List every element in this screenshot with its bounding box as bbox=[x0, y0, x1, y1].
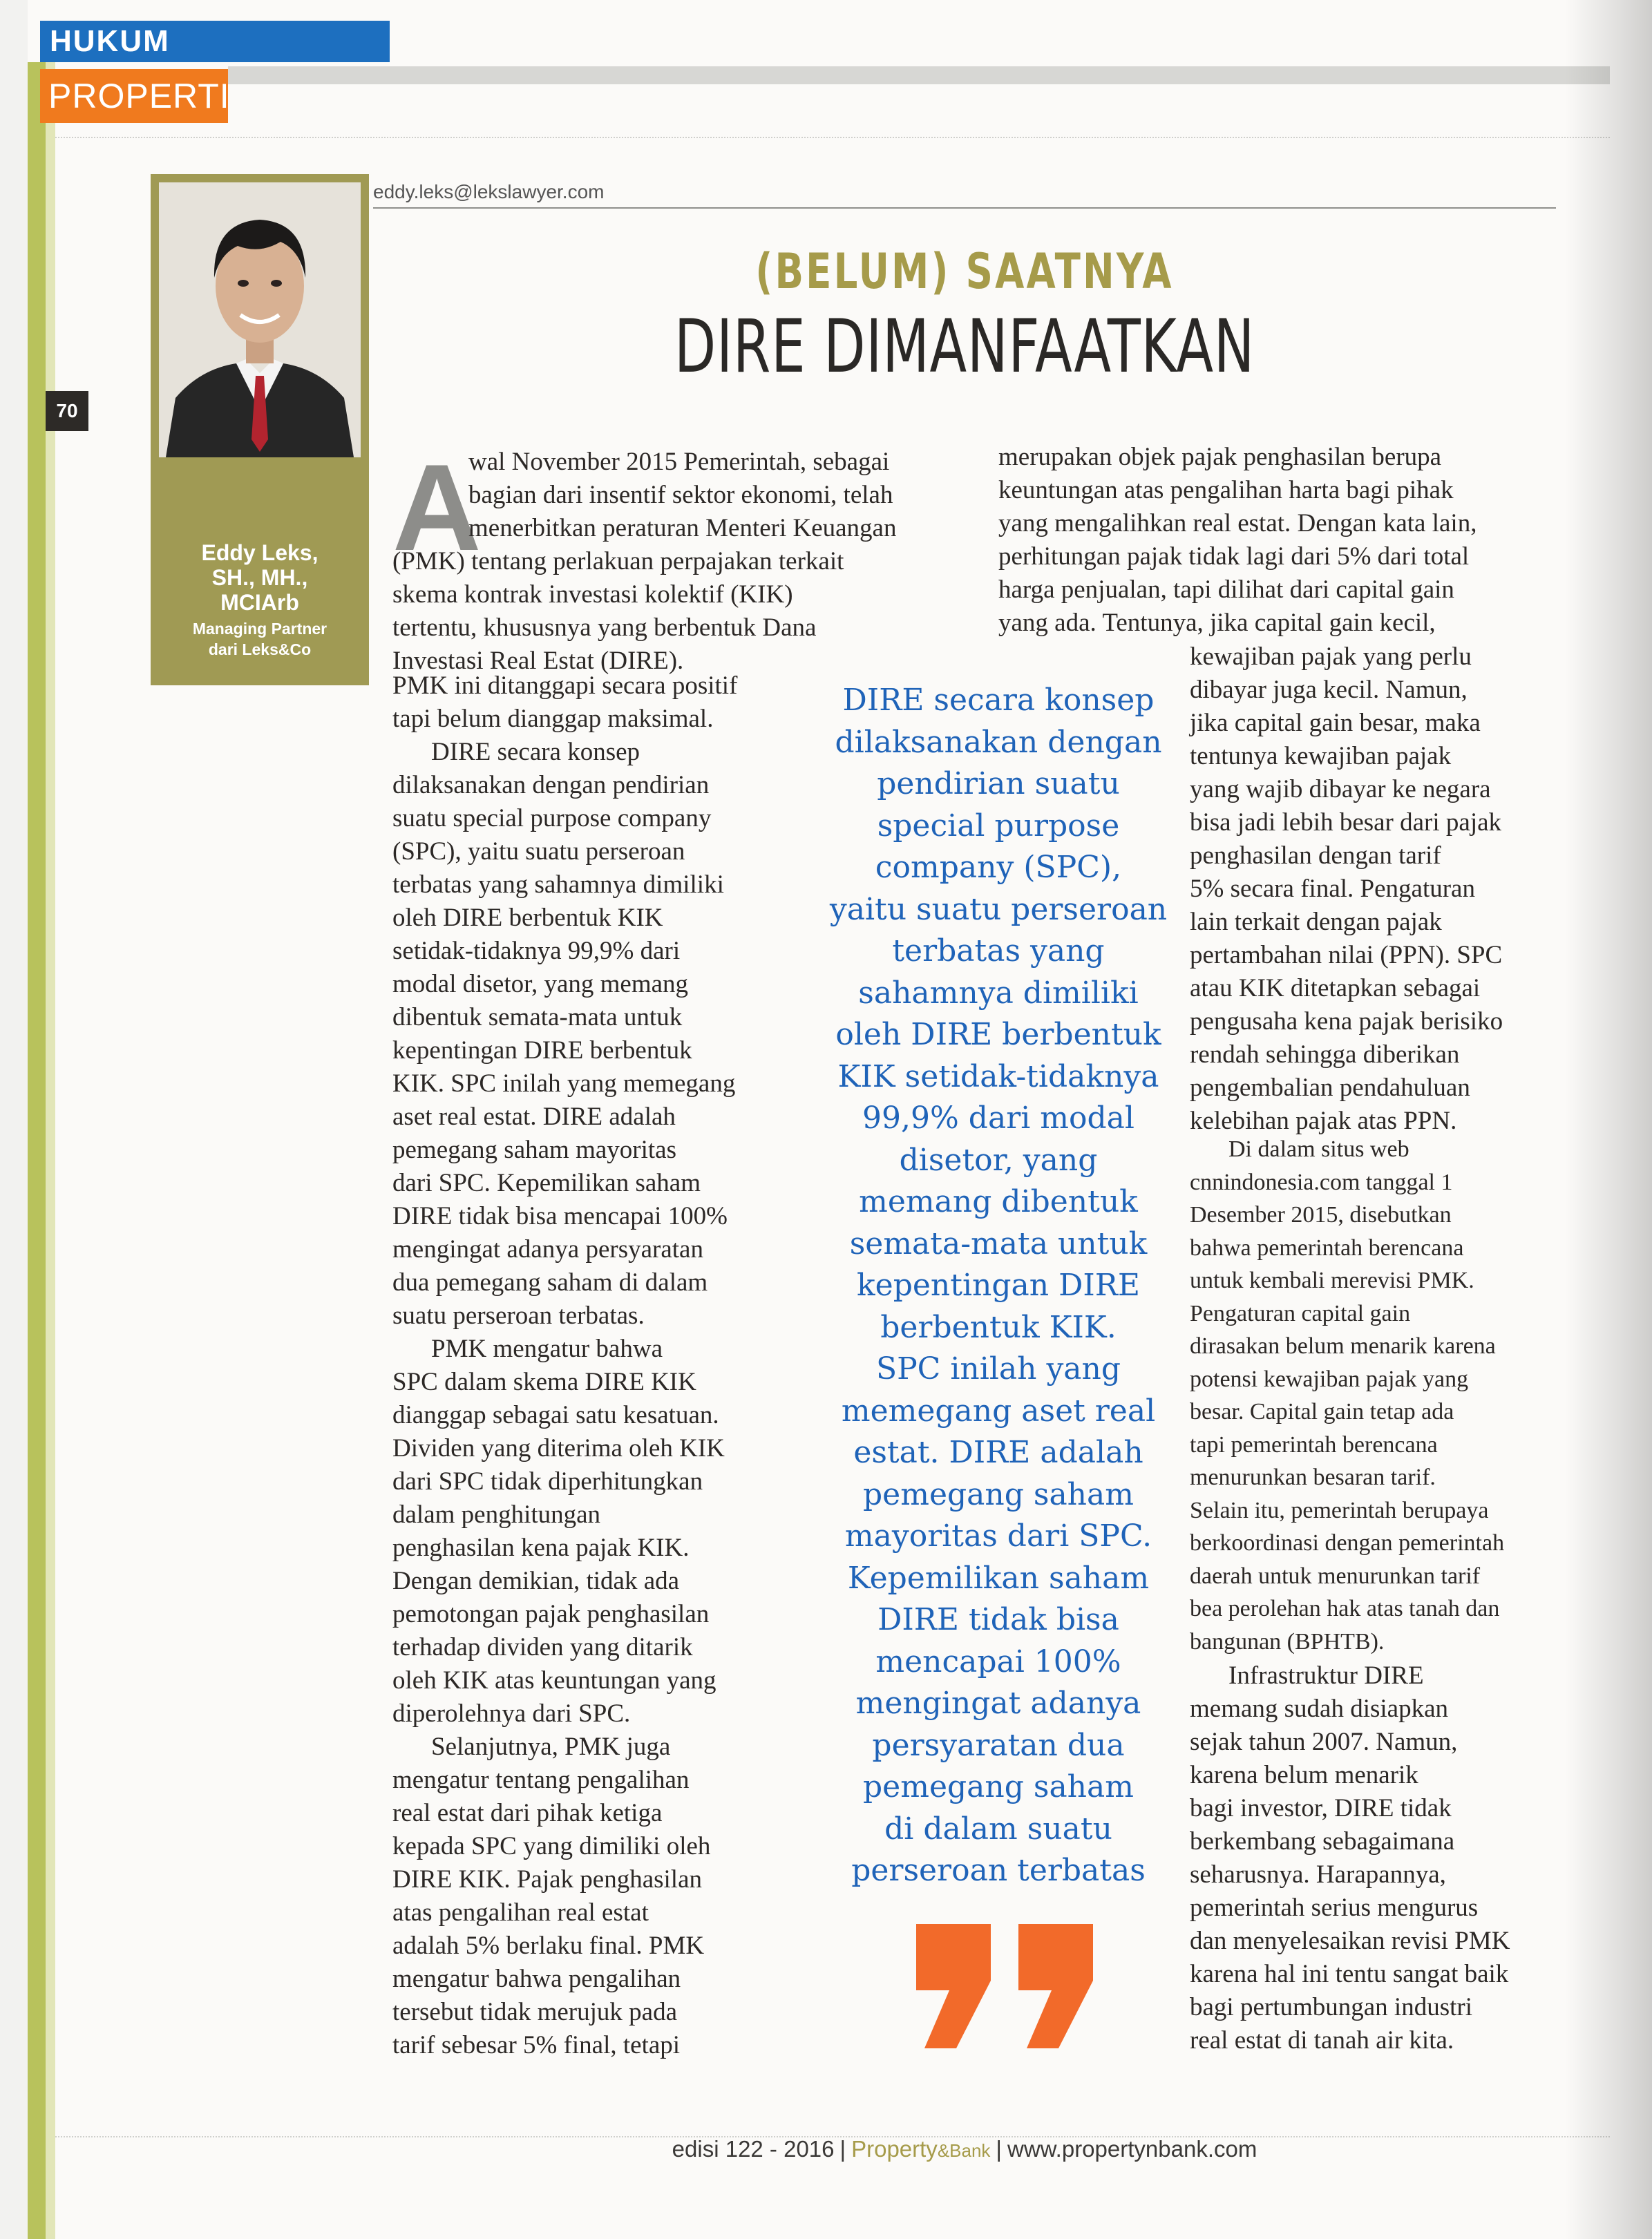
pull-quote-line: pemegang saham bbox=[863, 1769, 1134, 1804]
body-line: karena belum menarik bbox=[1190, 1761, 1418, 1789]
pull-quote-line: memang dibentuk bbox=[859, 1184, 1138, 1219]
closing-quote-icon bbox=[911, 1924, 1104, 2048]
author-email[interactable]: eddy.leks@lekslawyer.com bbox=[373, 181, 605, 202]
body-line: bangunan (BPHTB). bbox=[1190, 1628, 1385, 1655]
body-line: oleh DIRE berbentuk KIK bbox=[392, 904, 663, 932]
body-line: tersebut tidak merujuk pada bbox=[392, 1998, 678, 2026]
pull-quote-line: DIRE secara konsep bbox=[842, 683, 1155, 718]
body-line: modal disetor, yang memang bbox=[392, 970, 689, 998]
headline: DIRE DIMANFAATKAN bbox=[674, 304, 1255, 389]
article-column-1 bbox=[392, 669, 807, 2062]
body-line: terhadap dividen yang ditarik bbox=[392, 1633, 693, 1661]
article-column-2-top bbox=[998, 441, 1586, 640]
body-line: yang mengalihkan real estat. Dengan kata lain, bbox=[998, 509, 1477, 537]
body-line: bahwa pemerintah berencana bbox=[1190, 1235, 1464, 1261]
body-line: untuk kembali merevisi PMK. bbox=[1190, 1268, 1474, 1293]
pull-quote-line: memegang aset real bbox=[841, 1393, 1156, 1429]
body-line: dalam penghitungan bbox=[392, 1500, 601, 1529]
body-line: tarif sebesar 5% final, tetapi bbox=[392, 2031, 681, 2059]
body-line: bagian dari insentif sektor ekonomi, telah bbox=[468, 481, 893, 509]
body-line: potensi kewajiban pajak yang bbox=[1190, 1366, 1469, 1392]
body-line: bea perolehan hak atas tanah dan bbox=[1190, 1596, 1500, 1621]
body-line: dua pemegang saham di dalam bbox=[392, 1268, 708, 1297]
body-line: PMK ini ditanggapi secara positif bbox=[392, 671, 738, 700]
body-line: mengatur tentang pengalihan bbox=[392, 1766, 690, 1794]
pull-quote-line: yaitu suatu perseroan bbox=[829, 891, 1168, 927]
body-line: atau KIK ditetapkan sebagai bbox=[1190, 974, 1481, 1002]
author-name bbox=[151, 540, 369, 615]
left-accent-bar-light bbox=[46, 62, 55, 2239]
pull-quote-line: kepentingan DIRE bbox=[857, 1268, 1140, 1303]
body-line: aset real estat. DIRE adalah bbox=[392, 1103, 676, 1131]
page-number: 70 bbox=[46, 391, 88, 431]
body-line: penghasilan kena pajak KIK. bbox=[392, 1534, 690, 1562]
pull-quote-line: special purpose bbox=[877, 808, 1120, 844]
body-line: pengembalian pendahuluan bbox=[1190, 1074, 1470, 1102]
body-line: bagi investor, DIRE tidak bbox=[1190, 1794, 1452, 1822]
body-line: kepentingan DIRE berbentuk bbox=[392, 1036, 692, 1065]
body-line: Pengaturan capital gain bbox=[1190, 1300, 1411, 1326]
footer-separator: | bbox=[996, 2136, 1002, 2162]
body-line: dirasakan belum menarik karena bbox=[1190, 1333, 1496, 1359]
footer bbox=[373, 2133, 1556, 2166]
body-line: tapi belum dianggap maksimal. bbox=[392, 705, 714, 733]
body-line: Selanjutnya, PMK juga bbox=[431, 1733, 671, 1761]
footer-brand: Property bbox=[851, 2136, 938, 2162]
pull-quote-line: disetor, yang bbox=[899, 1142, 1098, 1178]
body-line: atas pengalihan real estat bbox=[392, 1898, 649, 1927]
body-line: yang wajib dibayar ke negara bbox=[1190, 775, 1491, 803]
email-rule bbox=[373, 207, 1556, 209]
body-line: dianggap sebagai satu kesatuan. bbox=[392, 1401, 719, 1429]
author-portrait-icon bbox=[159, 182, 361, 457]
article-column-3-part-3 bbox=[1190, 1659, 1577, 2057]
body-line: mengingat adanya persyaratan bbox=[392, 1235, 703, 1264]
body-line: cnnindonesia.com tanggal 1 bbox=[1190, 1169, 1453, 1195]
pull-quote-line: company (SPC), bbox=[875, 850, 1122, 885]
body-line: dilaksanakan dengan pendirian bbox=[392, 771, 710, 799]
body-line: real estat di tanah air kita. bbox=[1190, 2026, 1454, 2055]
body-line: seharusnya. Harapannya, bbox=[1190, 1860, 1446, 1889]
left-margin bbox=[0, 0, 28, 2239]
body-line: Di dalam situs web bbox=[1228, 1136, 1409, 1162]
body-line: jika capital gain besar, maka bbox=[1190, 709, 1481, 737]
pull-quote-line: perseroan terbatas bbox=[851, 1853, 1146, 1888]
body-line: DIRE tidak bisa mencapai 100% bbox=[392, 1202, 728, 1230]
body-line: skema kontrak investasi kolektif (KIK) bbox=[392, 580, 793, 609]
body-line: keuntungan atas pengalihan harta bagi pihak bbox=[998, 476, 1454, 504]
author-name-line: MCIArb bbox=[220, 590, 299, 615]
page-gutter-shadow bbox=[1565, 0, 1652, 2239]
body-line: besar. Capital gain tetap ada bbox=[1190, 1399, 1454, 1425]
body-line: rendah sehingga diberikan bbox=[1190, 1040, 1460, 1069]
body-line: (PMK) tentang perlakuan perpajakan terkait bbox=[392, 547, 844, 575]
body-line: dari SPC tidak diperhitungkan bbox=[392, 1467, 703, 1496]
pull-quote-line: sahamnya dimiliki bbox=[858, 975, 1139, 1011]
body-line: tentunya kewajiban pajak bbox=[1190, 742, 1452, 770]
body-line: merupakan objek pajak penghasilan berupa bbox=[998, 443, 1442, 471]
body-line: KIK. SPC inilah yang memegang bbox=[392, 1069, 736, 1098]
pull-quote-line: mencapai 100% bbox=[875, 1643, 1121, 1679]
body-line: suatu perseroan terbatas. bbox=[392, 1302, 645, 1330]
body-line: dan menyelesaikan revisi PMK bbox=[1190, 1927, 1510, 1955]
body-line: (SPC), yaitu suatu perseroan bbox=[392, 837, 685, 866]
body-line: oleh KIK atas keuntungan yang bbox=[392, 1666, 716, 1695]
body-line: perhitungan pajak tidak lagi dari 5% dari total bbox=[998, 542, 1470, 571]
body-line: dari SPC. Kepemilikan saham bbox=[392, 1169, 701, 1197]
pull-quote-line: Kepemilikan saham bbox=[847, 1560, 1150, 1596]
pull-quote-line: semata-mata untuk bbox=[849, 1226, 1148, 1261]
body-line: pemotongan pajak penghasilan bbox=[392, 1600, 710, 1628]
body-line: dibentuk semata-mata untuk bbox=[392, 1003, 683, 1031]
body-line: pengusaha kena pajak berisiko bbox=[1190, 1007, 1503, 1036]
body-line: Dengan demikian, tidak ada bbox=[392, 1567, 680, 1595]
body-line: penghasilan dengan tarif bbox=[1190, 841, 1441, 870]
body-line: pemerintah serius mengurus bbox=[1190, 1894, 1479, 1922]
author-name-line: Eddy Leks, bbox=[201, 540, 319, 565]
body-line: diperolehnya dari SPC. bbox=[392, 1699, 631, 1728]
subsection-tag: PROPERTI bbox=[40, 69, 228, 123]
body-line: PMK mengatur bahwa bbox=[431, 1335, 663, 1363]
pull-quote-line: mengingat adanya bbox=[855, 1686, 1141, 1721]
footer-edition: edisi 122 - 2016 bbox=[672, 2136, 835, 2162]
body-line: karena hal ini tentu sangat baik bbox=[1190, 1960, 1509, 1988]
pull-quote-line: DIRE tidak bisa bbox=[877, 1602, 1119, 1637]
body-line: pemegang saham mayoritas bbox=[392, 1136, 676, 1164]
pull-quote-line: persyaratan dua bbox=[872, 1727, 1125, 1763]
body-line: kelebihan pajak atas PPN. bbox=[1190, 1107, 1457, 1135]
body-line: kewajiban pajak yang perlu bbox=[1190, 642, 1472, 671]
body-line: kepada SPC yang dimiliki oleh bbox=[392, 1832, 711, 1860]
body-line: bisa jadi lebih besar dari pajak bbox=[1190, 808, 1502, 837]
pull-quote-line: di dalam suatu bbox=[884, 1811, 1112, 1847]
body-line: bagi pertumbungan industri bbox=[1190, 1993, 1472, 2021]
author-name-line: SH., MH., bbox=[211, 565, 308, 590]
pull-quote-line: estat. DIRE adalah bbox=[853, 1435, 1143, 1470]
body-line: adalah 5% berlaku final. PMK bbox=[392, 1932, 705, 1960]
body-line: daerah untuk menurunkan tarif bbox=[1190, 1563, 1481, 1589]
body-line: Selain itu, pemerintah berupaya bbox=[1190, 1497, 1489, 1523]
body-line: menurunkan besaran tarif. bbox=[1190, 1465, 1436, 1490]
body-line: berkoordinasi dengan pemerintah bbox=[1190, 1530, 1505, 1556]
body-line: Infrastruktur DIRE bbox=[1228, 1661, 1424, 1690]
section-tag: HUKUM bbox=[40, 21, 390, 62]
author-role-line: Managing Partner bbox=[192, 620, 327, 638]
pull-quote-line: mayoritas dari SPC. bbox=[844, 1518, 1152, 1554]
body-line: mengatur bahwa pengalihan bbox=[392, 1965, 681, 1993]
body-line: DIRE secara konsep bbox=[431, 738, 640, 766]
left-accent-bar bbox=[28, 62, 46, 2239]
body-line: DIRE KIK. Pajak penghasilan bbox=[392, 1865, 703, 1894]
pull-quote-line: dilaksanakan dengan bbox=[835, 724, 1162, 760]
pull-quote-line: pendirian suatu bbox=[877, 766, 1120, 801]
footer-brand-suffix: &Bank bbox=[937, 2140, 991, 2161]
footer-separator: | bbox=[839, 2136, 846, 2162]
title-kicker: (BELUM) SAATNYA bbox=[755, 243, 1174, 300]
body-line: sejak tahun 2007. Namun, bbox=[1190, 1728, 1458, 1756]
body-line: memang sudah disiapkan bbox=[1190, 1695, 1449, 1723]
article-column-1-intro bbox=[392, 439, 994, 678]
body-line: harga penjualan, tapi dilihat dari capital gain bbox=[998, 575, 1454, 604]
article-column-3-part-2 bbox=[1190, 1133, 1577, 1658]
body-line: suatu special purpose company bbox=[392, 804, 712, 832]
header-dotted-rule bbox=[55, 137, 1610, 138]
body-line: terbatas yang sahamnya dimiliki bbox=[392, 870, 724, 899]
author-photo bbox=[159, 182, 361, 457]
body-line: lain terkait dengan pajak bbox=[1190, 908, 1442, 936]
pull-quote-line: berbentuk KIK. bbox=[880, 1309, 1117, 1345]
header-rule bbox=[228, 66, 1610, 84]
body-line: wal November 2015 Pemerintah, sebagai bbox=[468, 448, 890, 476]
footer-url[interactable]: www.propertynbank.com bbox=[1007, 2136, 1257, 2162]
body-line: setidak-tidaknya 99,9% dari bbox=[392, 937, 681, 965]
pull-quote-line: pemegang saham bbox=[863, 1476, 1134, 1512]
pull-quote-line: 99,9% dari modal bbox=[862, 1101, 1134, 1136]
body-line: tapi pemerintah berencana bbox=[1190, 1431, 1438, 1458]
article-column-3 bbox=[1190, 640, 1577, 1138]
body-line: Dividen yang diterima oleh KIK bbox=[392, 1434, 725, 1463]
pull-quote bbox=[822, 680, 1175, 1892]
body-line: Investasi Real Estat (DIRE). bbox=[392, 647, 684, 675]
body-line: real estat dari pihak ketiga bbox=[392, 1799, 663, 1827]
body-line: tertentu, khususnya yang berbentuk Dana bbox=[392, 613, 817, 642]
pull-quote-line: SPC inilah yang bbox=[875, 1351, 1121, 1387]
body-line: berkembang sebagaimana bbox=[1190, 1827, 1455, 1856]
body-line: SPC dalam skema DIRE KIK bbox=[392, 1368, 696, 1396]
pull-quote-line: KIK setidak-tidaknya bbox=[837, 1058, 1159, 1094]
body-line: Desember 2015, disebutkan bbox=[1190, 1202, 1452, 1228]
pull-quote-line: oleh DIRE berbentuk bbox=[835, 1017, 1161, 1052]
body-line: dibayar juga kecil. Namun, bbox=[1190, 676, 1468, 704]
drop-cap: A bbox=[392, 439, 482, 576]
body-line: 5% secara final. Pengaturan bbox=[1190, 875, 1475, 903]
pull-quote-line: terbatas yang bbox=[892, 933, 1105, 969]
author-role-line: dari Leks&Co bbox=[208, 640, 312, 658]
author-role bbox=[151, 618, 369, 660]
body-line: menerbitkan peraturan Menteri Keuangan bbox=[468, 514, 897, 542]
body-line: yang ada. Tentunya, jika capital gain kecil, bbox=[998, 609, 1436, 637]
body-line: pertambahan nilai (PPN). SPC bbox=[1190, 941, 1503, 969]
